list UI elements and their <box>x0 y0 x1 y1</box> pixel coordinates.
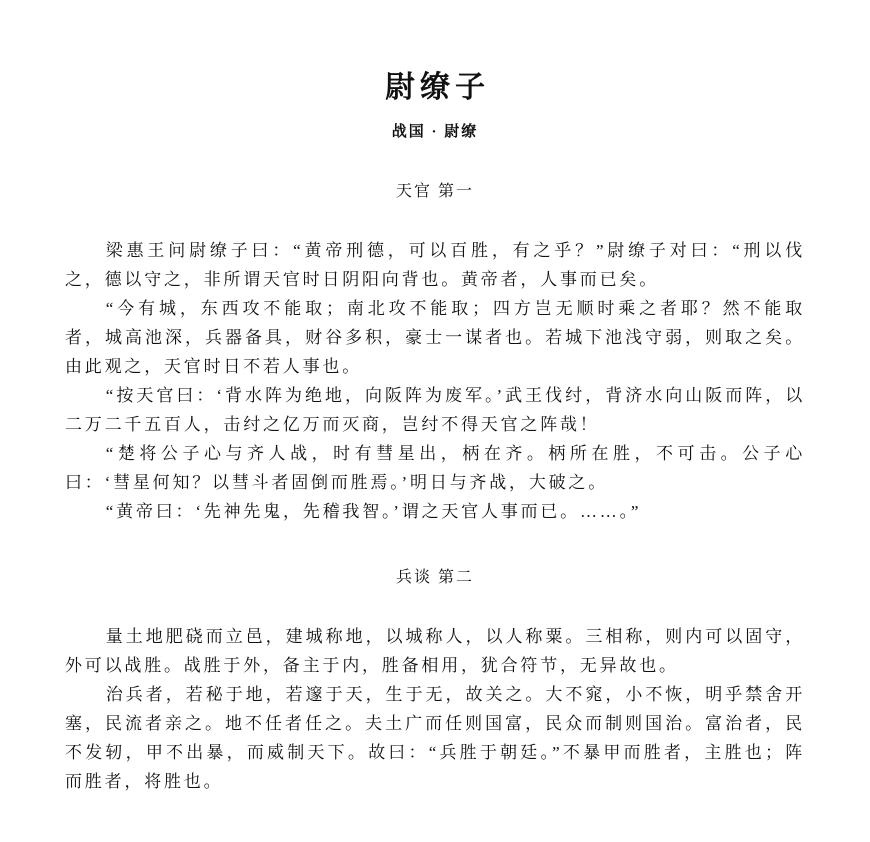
section-tianguan <box>65 182 805 526</box>
paragraph: 治兵者，若秘于地，若邃于天，生于无，故关之。大不窕，小不恢，明乎禁舍开塞，民流者亲之。地不任者任之。夫土广而任则国富，民众而制则国治。富治者，民不发轫，甲不出暴，而威制天下。故曰：“兵胜于朝廷。”不暴甲而胜者，主胜也；阵而胜者，将胜也。 <box>65 685 805 791</box>
paragraph: 量土地肥硗而立邑，建城称地，以城称人，以人称粟。三相称，则内可以固守，外可以战胜。战胜于外，备主于内，胜备相用，犹合符节，无异故也。 <box>65 627 805 675</box>
document-subtitle: 战国 · 尉缭 <box>391 124 479 140</box>
paragraph: “黄帝曰：‘先神先鬼，先稽我智。’谓之天官人事而已。……。” <box>105 502 642 521</box>
paragraph: “今有城，东西攻不能取；南北攻不能取；四方岂无顺时乘之者耶？然不能取者，城高池深，兵器备具，财谷多积，豪士一谋者也。若城下池浅守弱，则取之矣。由此观之，天官时日不若人事也。 <box>65 299 805 376</box>
paragraph: “按天官曰：‘背水阵为绝地，向阪阵为废军。’武王伐纣，背济水向山阪而阵，以二万二千五百人，击纣之亿万而灭商，岂纣不得天官之阵哉！ <box>65 386 805 434</box>
section-bingtan <box>65 568 805 796</box>
paragraph: “楚将公子心与齐人战，时有彗星出，柄在齐。柄所在胜，不可击。公子心曰：‘彗星何知？以彗斗者固倒而胜焉。’明日与齐战，大破之。 <box>65 444 805 492</box>
section-heading-tianguan: 天官 第一 <box>395 183 474 200</box>
document-title: 尉缭子 <box>385 71 490 104</box>
section-heading-bingtan: 兵谈 第二 <box>395 569 474 586</box>
paragraph: 梁惠王问尉缭子曰：“黄帝刑德，可以百胜，有之乎？”尉缭子对曰：“刑以伐之，德以守之，非所谓天官时日阴阳向背也。黄帝者，人事而已矣。 <box>65 241 805 289</box>
